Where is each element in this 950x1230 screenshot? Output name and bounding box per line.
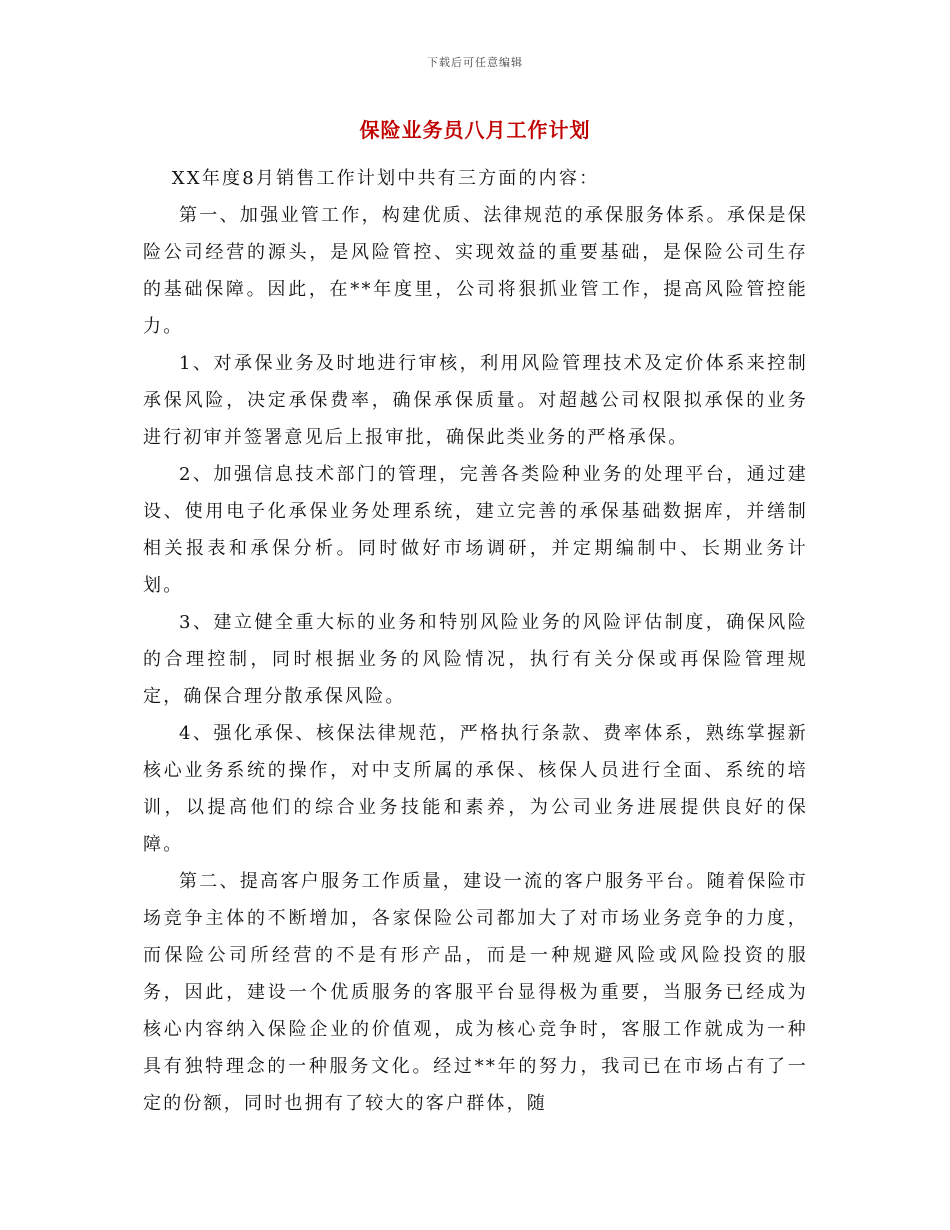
document-body xyxy=(143,160,808,1122)
header-note: 下载后可任意编辑 xyxy=(427,56,523,69)
paragraph-section-2: 第二、提高客户服务工作质量，建设一流的客户服务平台。随着保险市场竞争主体的不断增加，各家保险公司都加大了对市场业务竞争的力度，而保险公司所经营的不是有形产品，而是一种规避风险或风险投资的服务，因此，建设一个优质服务的客服平台显得极为重要，当服务已经成为核心内容纳入保险企业的价值观，成为核心竞争时，客服工作就成为一种具有独特理念的一种服务文化。经过**年的努力，我司已在市场占有了一定的份额，同时也拥有了较大的客户群体，随 xyxy=(143,871,808,1114)
paragraph-item-2: 2、加强信息技术部门的管理，完善各类险种业务的处理平台，通过建设、使用电子化承保业务处理系统，建立完善的承保基础数据库，并缮制相关报表和承保分析。同时做好市场调研，并定期编制中、长期业务计划。 xyxy=(143,464,808,596)
paragraph-item-4: 4、强化承保、核保法律规范，严格执行条款、费率体系，熟练掌握新核心业务系统的操作，对中支所属的承保、核保人员进行全面、系统的培训，以提高他们的综合业务技能和素养，为公司业务进展提供良好的保障。 xyxy=(143,723,808,855)
document-title: 保险业务员八月工作计划 xyxy=(359,118,591,142)
paragraph-item-3: 3、建立健全重大标的业务和特别风险业务的风险评估制度，确保风险的合理控制，同时根据业务的风险情况，执行有关分保或再保险管理规定，确保合理分散承保风险。 xyxy=(143,612,808,707)
paragraph-intro: XX年度8月销售工作计划中共有三方面的内容： xyxy=(171,168,600,189)
paragraph-section-1: 第一、加强业管工作，构建优质、法律规范的承保服务体系。承保是保险公司经营的源头，是风险管控、实现效益的重要基础，是保险公司生存的基础保障。因此，在**年度里，公司将狠抓业管工作，提高风险管控能力。 xyxy=(143,205,808,337)
paragraph-item-1: 1、对承保业务及时地进行审核，利用风险管理技术及定价体系来控制承保风险，决定承保费率，确保承保质量。对超越公司权限拟承保的业务进行初审并签署意见后上报审批，确保此类业务的严格承保。 xyxy=(143,353,808,448)
